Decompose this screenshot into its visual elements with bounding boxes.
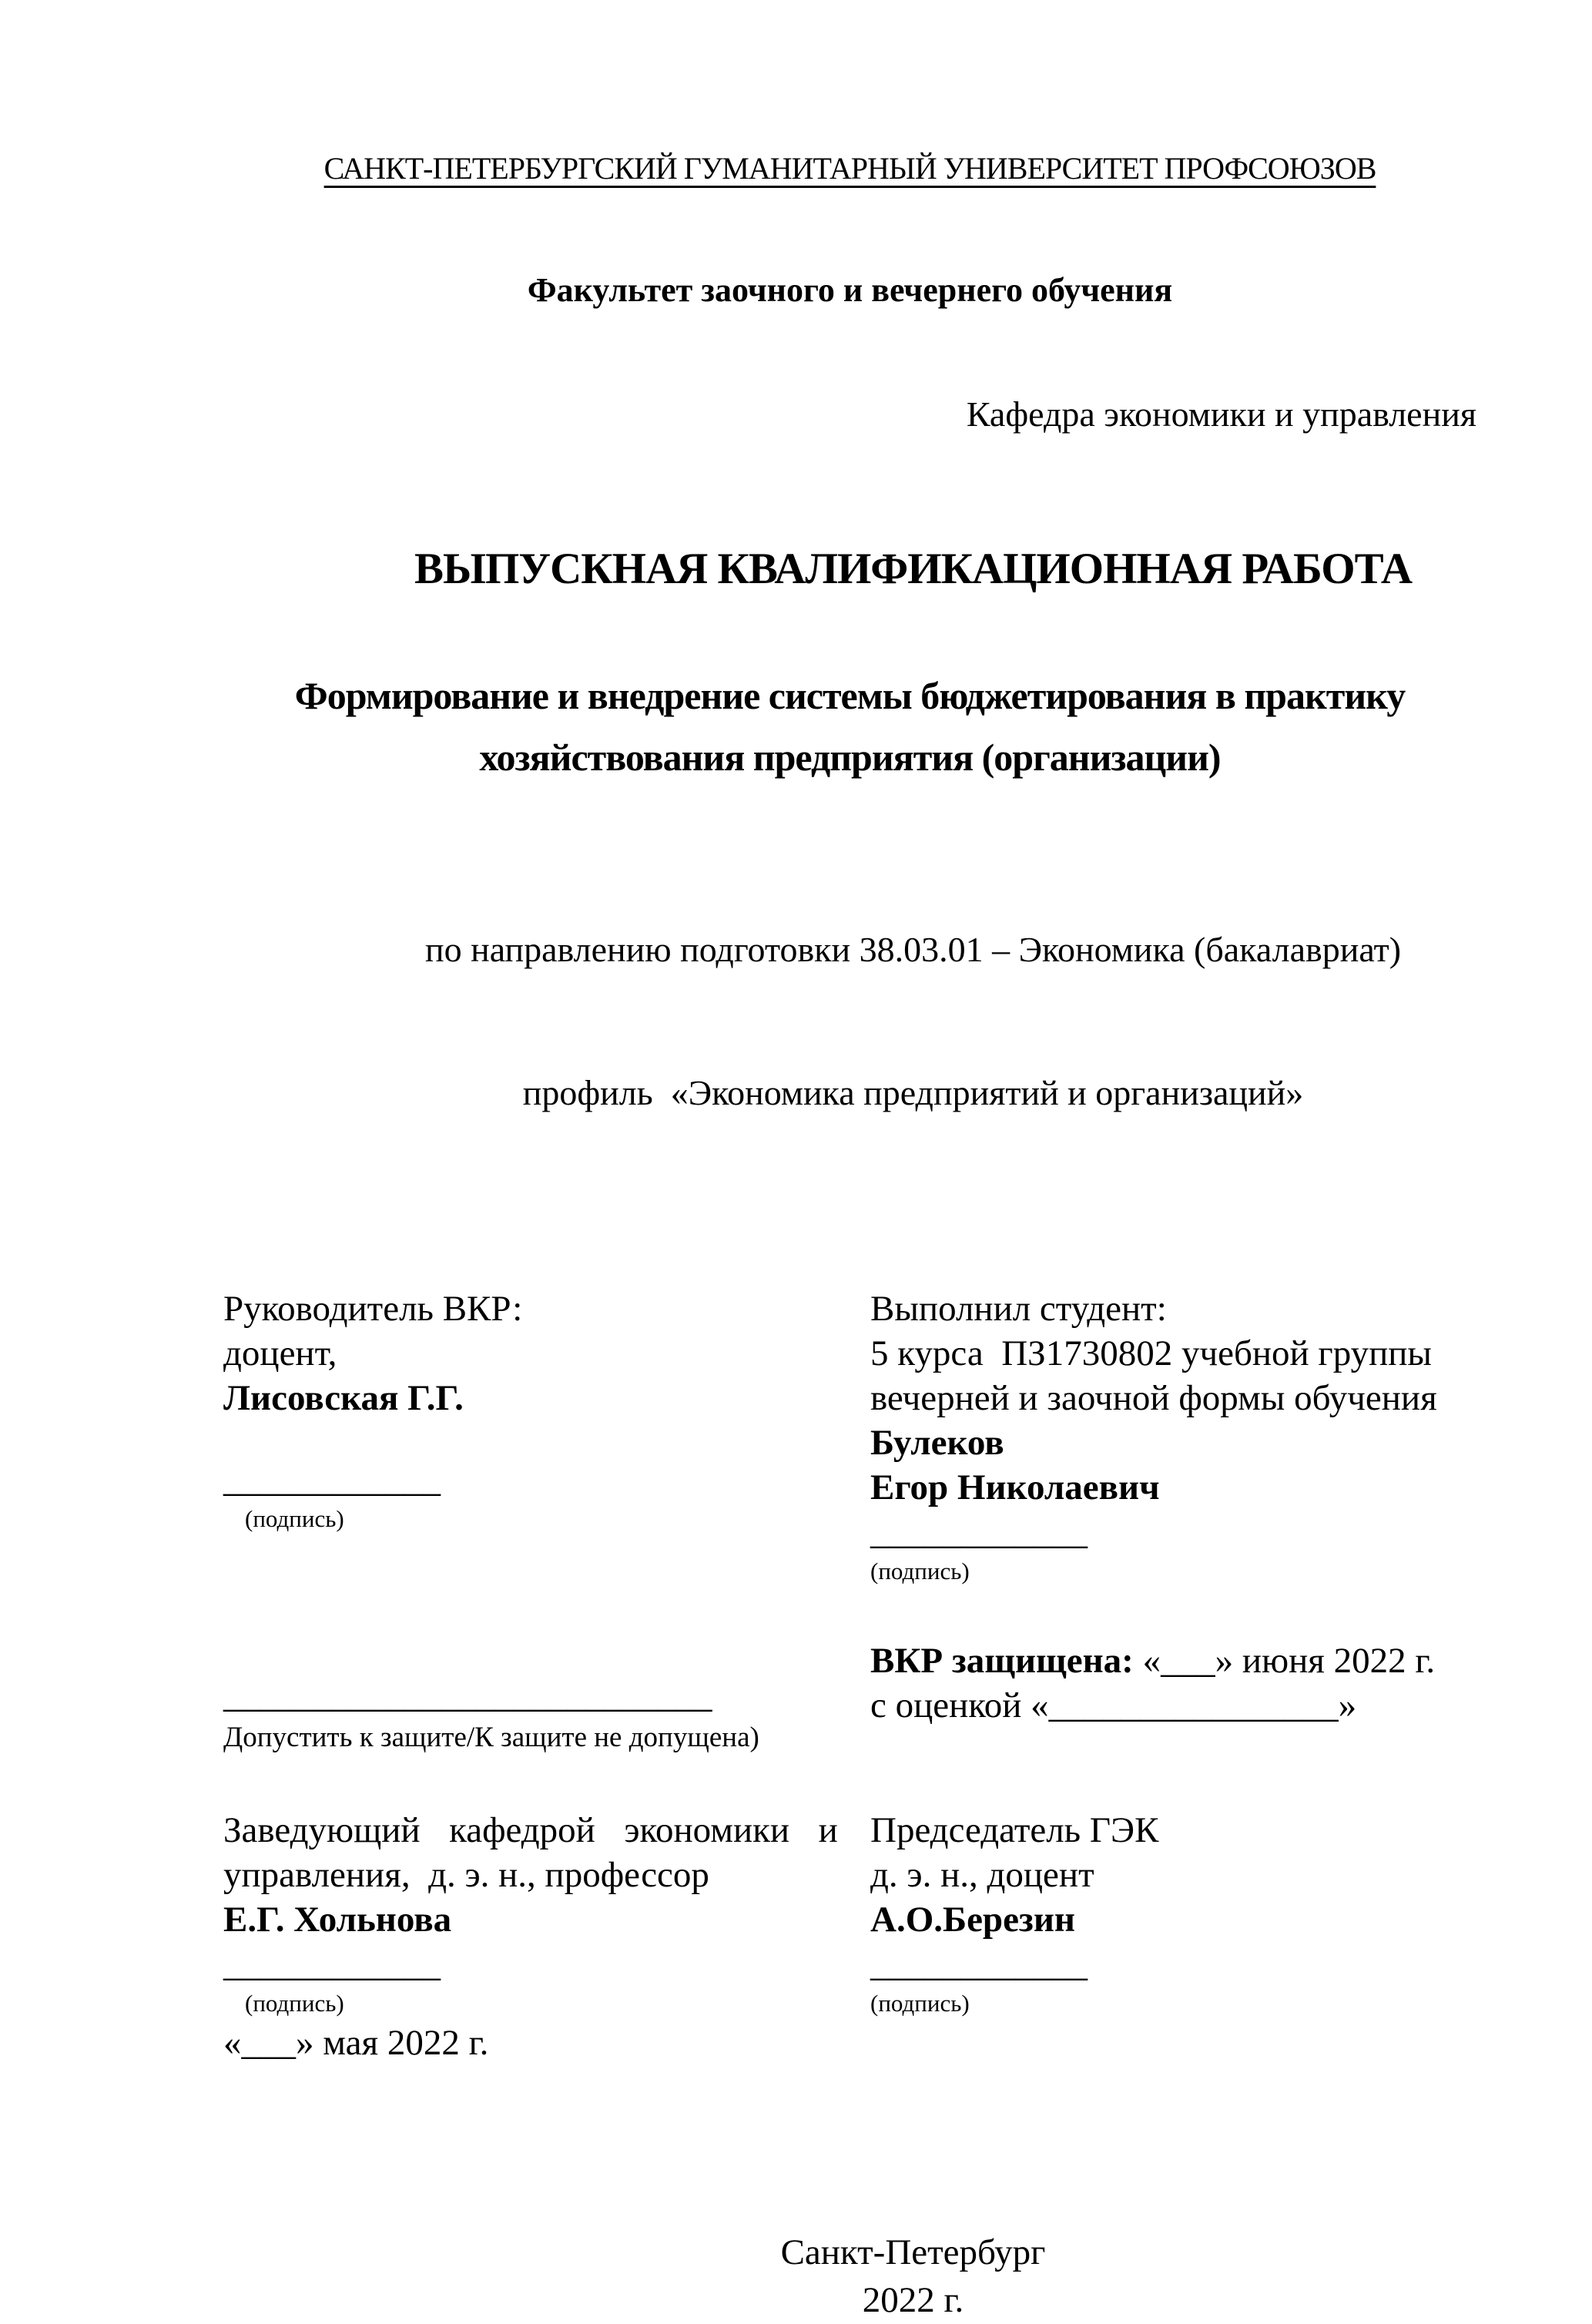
- gec-chair-name: А.О.Березин: [870, 1900, 1075, 1940]
- thesis-topic: [223, 665, 1476, 788]
- admission-caption: Допустить к защите/К защите не допущена): [223, 1722, 759, 1753]
- supervisor-rank: доцент,: [223, 1333, 337, 1373]
- program-info: [350, 830, 1476, 1212]
- university-name-text: САНКТ-ПЕТЕРБУРГСКИЙ ГУМАНИТАРНЫЙ УНИВЕРСИТЕТ ПРОФСОЮЗОВ: [323, 151, 1376, 186]
- student-form-line: вечерней и заочной формы обучения: [870, 1378, 1437, 1418]
- program-direction-line: по направлению подготовки 38.03.01 – Экономика (бакалавриат): [424, 930, 1402, 969]
- student-label: Выполнил студент:: [870, 1289, 1167, 1329]
- thesis-topic-line-2: хозяйствования предприятия (организации): [479, 736, 1221, 779]
- gec-chair-signature-caption: (подпись): [870, 1990, 970, 2017]
- student-surname: Булеков: [870, 1423, 1004, 1463]
- head-signature-line: ____________: [223, 1944, 441, 1984]
- defense-date: «___» июня 2022 г.: [1133, 1641, 1436, 1681]
- footer-city: Санкт-Петербург: [780, 2232, 1046, 2272]
- student-signature-caption: (подпись): [870, 1558, 970, 1585]
- footer-block: [350, 2228, 1476, 2324]
- gec-chair-rank: д. э. н., доцент: [870, 1855, 1094, 1895]
- supervisor-role-label: Руководитель ВКР:: [223, 1289, 523, 1329]
- footer-year: 2022 г.: [862, 2280, 964, 2320]
- gec-chair-signature-line: ____________: [870, 1944, 1088, 1984]
- supervisor-name: Лисовская Г.Г.: [223, 1378, 464, 1418]
- head-name: Е.Г. Хольнова: [223, 1900, 452, 1940]
- page-content: [0, 150, 1592, 2324]
- student-name: Егор Николаевич: [870, 1467, 1160, 1507]
- thesis-topic-line-1: Формирование и внедрение системы бюджетирования в практику: [294, 674, 1406, 717]
- head-approval-date: «___» мая 2022 г.: [223, 2023, 489, 2063]
- student-group-line: 5 курса ПЗ1730802 учебной группы: [870, 1333, 1432, 1373]
- admission-signature-line: ___________________________: [223, 1675, 712, 1715]
- defense-date-line: [870, 1638, 1476, 1683]
- supervisor-signature-caption: (подпись): [245, 1505, 344, 1532]
- work-type-title: ВЫПУСКНАЯ КВАЛИФИКАЦИОННАЯ РАБОТА: [414, 545, 1412, 593]
- faculty-name: Факультет заочного и вечернего обучения: [527, 271, 1173, 309]
- department-name: Кафедра экономики и управления: [966, 394, 1476, 434]
- signature-columns: [223, 1286, 1476, 2065]
- head-signature-caption: (подпись): [245, 1990, 344, 2017]
- head-title-line-1: Заведующий кафедрой экономики и: [223, 1810, 838, 1850]
- head-title-line-2: управления, д. э. н., профессор: [223, 1855, 709, 1895]
- program-profile-line: профиль «Экономика предприятий и организаций»: [522, 1073, 1304, 1112]
- right-column: [851, 1286, 1476, 2065]
- student-signature-line: ____________: [870, 1512, 1088, 1552]
- defense-label: ВКР защищена:: [870, 1641, 1134, 1681]
- left-column: [223, 1286, 851, 2065]
- defense-grade-line: с оценкой «________________»: [870, 1685, 1357, 1725]
- university-name: [223, 150, 1476, 187]
- gec-chair-title: Председатель ГЭК: [870, 1810, 1159, 1850]
- supervisor-signature-line: ____________: [223, 1460, 441, 1500]
